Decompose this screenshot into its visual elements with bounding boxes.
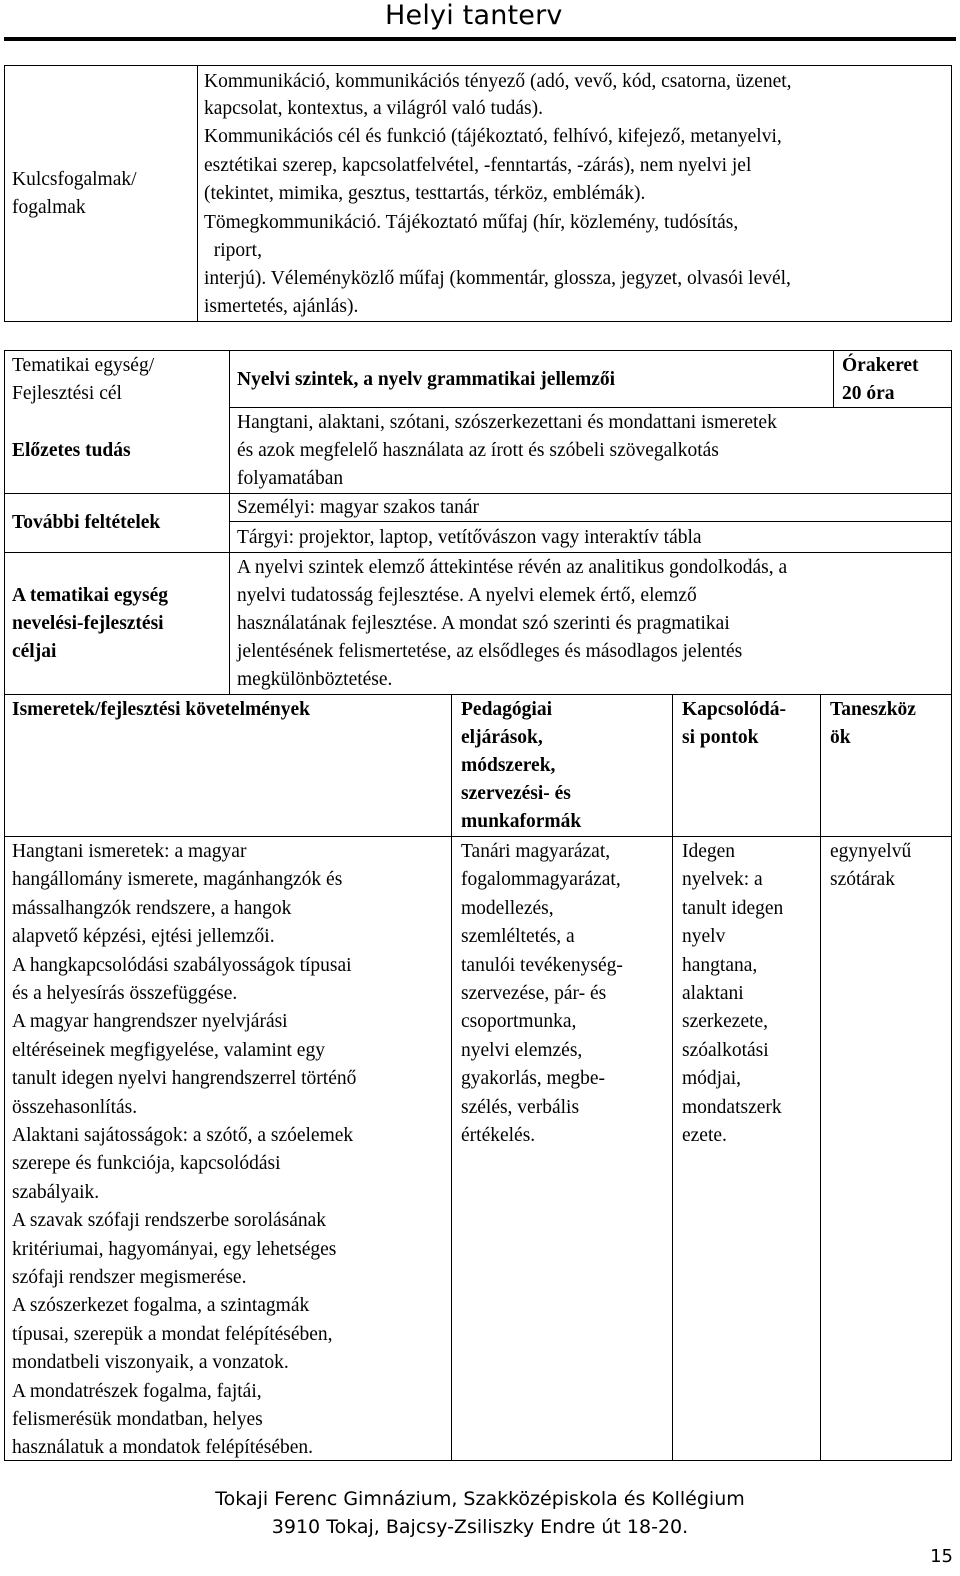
- connection-line: alaktani: [682, 983, 744, 1004]
- requirement-line: Hangtani ismeretek: a magyar: [12, 841, 247, 862]
- personal-condition: Személyi: magyar szakos tanár: [237, 497, 480, 518]
- requirement-line: Alaktani sajátosságok: a szótő, a szóelemek: [12, 1125, 354, 1146]
- goals-line: megkülönböztetése.: [237, 669, 393, 690]
- requirement-line: és a helyesírás összefüggése.: [12, 983, 238, 1004]
- unit-title: Nyelvi szintek, a nyelv grammatikai jellemzői: [237, 369, 616, 390]
- goals-line: A nyelvi szintek elemző áttekintése révén az analitikus gondolkodás, a: [237, 557, 788, 578]
- col-header-methods: eljárások,: [461, 727, 543, 748]
- key-concepts-line: kapcsolat, kontextus, a világról való tudás).: [204, 98, 544, 119]
- connection-line: ezete.: [682, 1125, 727, 1146]
- method-line: Tanári magyarázat,: [461, 841, 611, 862]
- requirement-line: típusai, szerepük a mondat felépítésében,: [12, 1323, 333, 1345]
- goals-label-3: céljai: [12, 641, 57, 662]
- col-header-connections: Kapcsolódá-: [682, 699, 787, 720]
- unit-table-left-divider: [229, 350, 230, 694]
- col-header-tools: ök: [830, 727, 851, 748]
- requirement-line: A mondatrészek fogalma, fajtái,: [12, 1380, 262, 1402]
- prior-knowledge-line: folyamatában: [237, 468, 344, 489]
- requirement-line: felismerésük mondatban, helyes: [12, 1409, 263, 1430]
- key-concepts-line: esztétikai szerep, kapcsolatfelvétel, -fenntartás, -zárás), nem nyelvi jel: [204, 155, 752, 176]
- key-concepts-line: interjú). Véleményközlő műfaj (kommentár, glossza, jegyzet, olvasói levél,: [204, 268, 791, 289]
- requirement-line: szerepe és funkciója, kapcsolódási: [12, 1153, 281, 1175]
- requirement-line: mássalhangzók rendszere, a hangok: [12, 897, 292, 919]
- method-line: szélés, verbális: [461, 1096, 580, 1118]
- requirement-line: A magyar hangrendszer nyelvjárási: [12, 1011, 288, 1033]
- hours-label: Órakeret: [842, 355, 919, 376]
- connection-line: szóalkotási: [682, 1039, 769, 1061]
- goals-line: nyelvi tudatosság fejlesztése. A nyelvi elemek értő, elemző: [237, 585, 697, 606]
- requirement-line: használatuk a mondatok felépítésében.: [12, 1437, 314, 1459]
- connection-line: Idegen: [682, 841, 736, 862]
- key-concepts-label-1: Kulcsfogalmak/: [12, 169, 137, 190]
- col-header-tools: Taneszköz: [830, 699, 916, 720]
- prior-knowledge-label: Előzetes tudás: [12, 440, 131, 461]
- footer-school-name: Tokaji Ferenc Gimnázium, Szakközépiskola és Kollégium: [215, 1488, 745, 1510]
- col-divider: [820, 694, 821, 1461]
- key-concepts-label-2: fogalmak: [12, 197, 86, 218]
- connection-line: nyelvek: a: [682, 869, 763, 891]
- requirement-line: mondatbeli viszonyaik, a vonzatok.: [12, 1352, 289, 1374]
- goals-label-2: nevelési-fejlesztési: [12, 613, 164, 634]
- requirement-line: összehasonlítás.: [12, 1096, 138, 1118]
- tool-line: egynyelvű: [830, 841, 912, 862]
- method-line: szemléltetés, a: [461, 926, 575, 948]
- key-concepts-line: Tömegkommunikáció. Tájékoztató műfaj (hír, közlemény, tudósítás,: [204, 212, 739, 233]
- goals-label-1: A tematikai egység: [12, 585, 168, 606]
- method-line: nyelvi elemzés,: [461, 1039, 583, 1061]
- requirement-line: hangállomány ismerete, magánhangzók és: [12, 869, 343, 891]
- col-header-methods: munkaformák: [461, 811, 582, 832]
- col-header-methods: szervezési- és: [461, 783, 571, 804]
- requirement-line: A szavak szófaji rendszerbe sorolásának: [12, 1210, 327, 1232]
- connection-line: szerkezete,: [682, 1011, 769, 1033]
- prior-knowledge-line: és azok megfelelő használata az írott és szóbeli szövegalkotás: [237, 440, 719, 461]
- key-concepts-line: Kommunikációs cél és funkció (tájékoztató, felhívó, kifejező, metanyelvi,: [204, 126, 782, 147]
- col-header-methods: Pedagógiai: [461, 699, 552, 720]
- key-concepts-divider: [197, 65, 198, 322]
- key-concepts-line: (tekintet, mimika, gesztus, testtartás, térköz, emblémák).: [204, 183, 646, 204]
- hours-value: 20 óra: [842, 383, 895, 404]
- key-concepts-line: riport,: [204, 240, 262, 261]
- method-line: csoportmunka,: [461, 1011, 577, 1033]
- unit-label-1: Tematikai egység/: [12, 355, 155, 376]
- connection-line: mondatszerk: [682, 1096, 782, 1118]
- goals-line: használatának fejlesztése. A mondat szó szerinti és pragmatikai: [237, 613, 730, 634]
- connection-line: tanult idegen: [682, 897, 784, 919]
- requirement-line: eltéréseinek megfigyelése, valamint egy: [12, 1039, 325, 1061]
- connection-line: nyelv: [682, 926, 726, 948]
- unit-label-2: Fejlesztési cél: [12, 383, 122, 404]
- requirement-line: szófaji rendszer megismerése.: [12, 1267, 247, 1288]
- col-divider: [672, 694, 673, 1461]
- method-line: tanulói tevékenység-: [461, 954, 623, 976]
- requirement-line: kritériumai, hagyományai, egy lehetséges: [12, 1238, 337, 1260]
- method-line: modellezés,: [461, 897, 554, 919]
- further-conditions-label: További feltételek: [12, 512, 161, 533]
- col-header-requirements: Ismeretek/fejlesztési követelmények: [12, 699, 310, 720]
- requirement-line: A hangkapcsolódási szabályosságok típusai: [12, 954, 352, 976]
- row-line: [4, 694, 952, 695]
- page-number: 15: [930, 1546, 953, 1567]
- goals-line: jelentésének felismertetése, az elsődleges és másodlagos jelentés: [237, 641, 743, 662]
- prior-knowledge-line: Hangtani, alaktani, szótani, szószerkezettani és mondattani ismeretek: [237, 412, 777, 433]
- key-concepts-line: Kommunikáció, kommunikációs tényező (adó, vevő, kód, csatorna, üzenet,: [204, 71, 792, 92]
- method-line: szervezése, pár- és: [461, 983, 607, 1004]
- header-rule: [4, 37, 956, 41]
- method-line: fogalommagyarázat,: [461, 869, 621, 891]
- method-line: gyakorlás, megbe-: [461, 1068, 606, 1090]
- requirement-line: A szószerkezet fogalma, a szintagmák: [12, 1295, 310, 1317]
- col-header-methods: módszerek,: [461, 755, 556, 776]
- col-header-connections: si pontok: [682, 727, 759, 748]
- method-line: értékelés.: [461, 1125, 536, 1146]
- connection-line: hangtana,: [682, 954, 758, 976]
- material-condition: Tárgyi: projektor, laptop, vetítővászon vagy interaktív tábla: [237, 527, 702, 548]
- connection-line: módjai,: [682, 1068, 742, 1090]
- requirement-line: szabályaik.: [12, 1181, 100, 1203]
- footer-address: 3910 Tokaj, Bajcsy-Zsiliszky Endre út 18-20.: [271, 1516, 689, 1538]
- hours-divider: [833, 350, 834, 407]
- col-divider: [451, 694, 452, 1461]
- tool-line: szótárak: [830, 869, 895, 891]
- requirement-line: alapvető képzési, ejtési jellemzői.: [12, 926, 275, 948]
- key-concepts-line: ismertetés, ajánlás).: [204, 296, 359, 317]
- requirement-line: tanult idegen nyelvi hangrendszerrel történő: [12, 1068, 357, 1090]
- page-header-title: Helyi tanterv: [385, 0, 563, 31]
